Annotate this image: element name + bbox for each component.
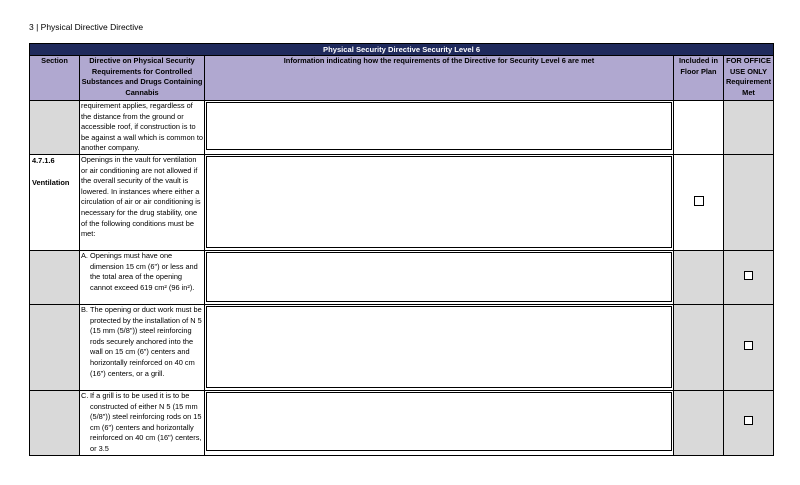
office-use-cell	[724, 101, 774, 155]
office-use-cell	[724, 154, 774, 250]
information-input[interactable]	[206, 102, 672, 150]
floor-plan-cell	[674, 390, 724, 455]
office-use-cell	[724, 250, 774, 304]
table-row	[30, 390, 774, 455]
table-row	[30, 101, 774, 155]
table-row	[30, 250, 774, 304]
requirement-met-checkbox[interactable]	[744, 416, 753, 425]
information-input[interactable]	[206, 392, 672, 451]
floor-plan-cell	[674, 304, 724, 390]
section-cell	[30, 250, 80, 304]
section-name: Ventilation	[32, 177, 70, 187]
table-row	[30, 304, 774, 390]
information-cell	[205, 101, 674, 155]
section-header: Section	[30, 56, 80, 101]
floor-plan-cell	[674, 250, 724, 304]
requirement-met-checkbox[interactable]	[744, 271, 753, 280]
requirement-text: The opening or duct work must be protected by the installation of N 5 (15 mm (5/8")) steel reinforcing rods securely anchored into the wall on 15 cm (6") centers and horizontally reinforced on 40 cm (16") centers, or a grill.	[90, 304, 202, 378]
section-cell	[30, 154, 80, 250]
requirement-met-checkbox[interactable]	[744, 341, 753, 350]
requirement-cell	[80, 304, 205, 390]
requirement-cell: Openings in the vault for ventilation or air conditioning are not allowed if the overall security of the vault is lowered. In instances where either a circulation of air or air conditioning is necessary for the drug stability, one of the following conditions must be met:	[80, 154, 205, 250]
floor-plan-header: Included in Floor Plan	[674, 56, 724, 101]
office-use-header: FOR OFFICE USE ONLY Requirement Met	[724, 56, 774, 101]
requirement-cell	[80, 390, 205, 455]
section-cell	[30, 101, 80, 155]
table-row	[30, 154, 774, 250]
requirement-cell	[80, 250, 205, 304]
information-cell	[205, 390, 674, 455]
information-input[interactable]	[206, 306, 672, 388]
floor-plan-cell	[674, 101, 724, 155]
section-cell	[30, 390, 80, 455]
list-marker: B.	[81, 304, 88, 314]
directive-table	[29, 43, 774, 456]
information-input[interactable]	[206, 156, 672, 248]
list-marker: A.	[81, 250, 88, 260]
section-cell	[30, 304, 80, 390]
requirement-text: If a grill is to be used it is to be constructed of either N 5 (15 mm (5/8")) steel reinforcing rods on 15 cm (6") centers and horizontally reinforced on 40 cm (16") centers, or 3.5	[90, 390, 202, 453]
information-cell	[205, 250, 674, 304]
section-number: 4.7.1.6	[32, 155, 55, 165]
office-use-cell	[724, 304, 774, 390]
floor-plan-cell	[674, 154, 724, 250]
list-marker: C.	[81, 390, 89, 400]
floor-plan-checkbox[interactable]	[694, 196, 704, 206]
information-header: Information indicating how the requirements of the Directive for Security Level 6 are met	[205, 56, 674, 101]
table-title: Physical Security Directive Security Level 6	[30, 44, 774, 56]
information-cell	[205, 154, 674, 250]
directive-header: Directive on Physical Security Requirements for Controlled Substances and Drugs Containing Cannabis	[80, 56, 205, 101]
page-header: 3 | Physical Directive Directive	[29, 22, 144, 32]
office-use-cell	[724, 390, 774, 455]
requirement-text: Openings must have one dimension 15 cm (6") or less and the total area of the opening cannot exceed 619 cm² (96 in²).	[90, 250, 198, 292]
information-input[interactable]	[206, 252, 672, 302]
information-cell	[205, 304, 674, 390]
requirement-cell: requirement applies, regardless of the distance from the ground or accessible roof, if construction is to be against a wall which is common to another company.	[80, 101, 205, 155]
